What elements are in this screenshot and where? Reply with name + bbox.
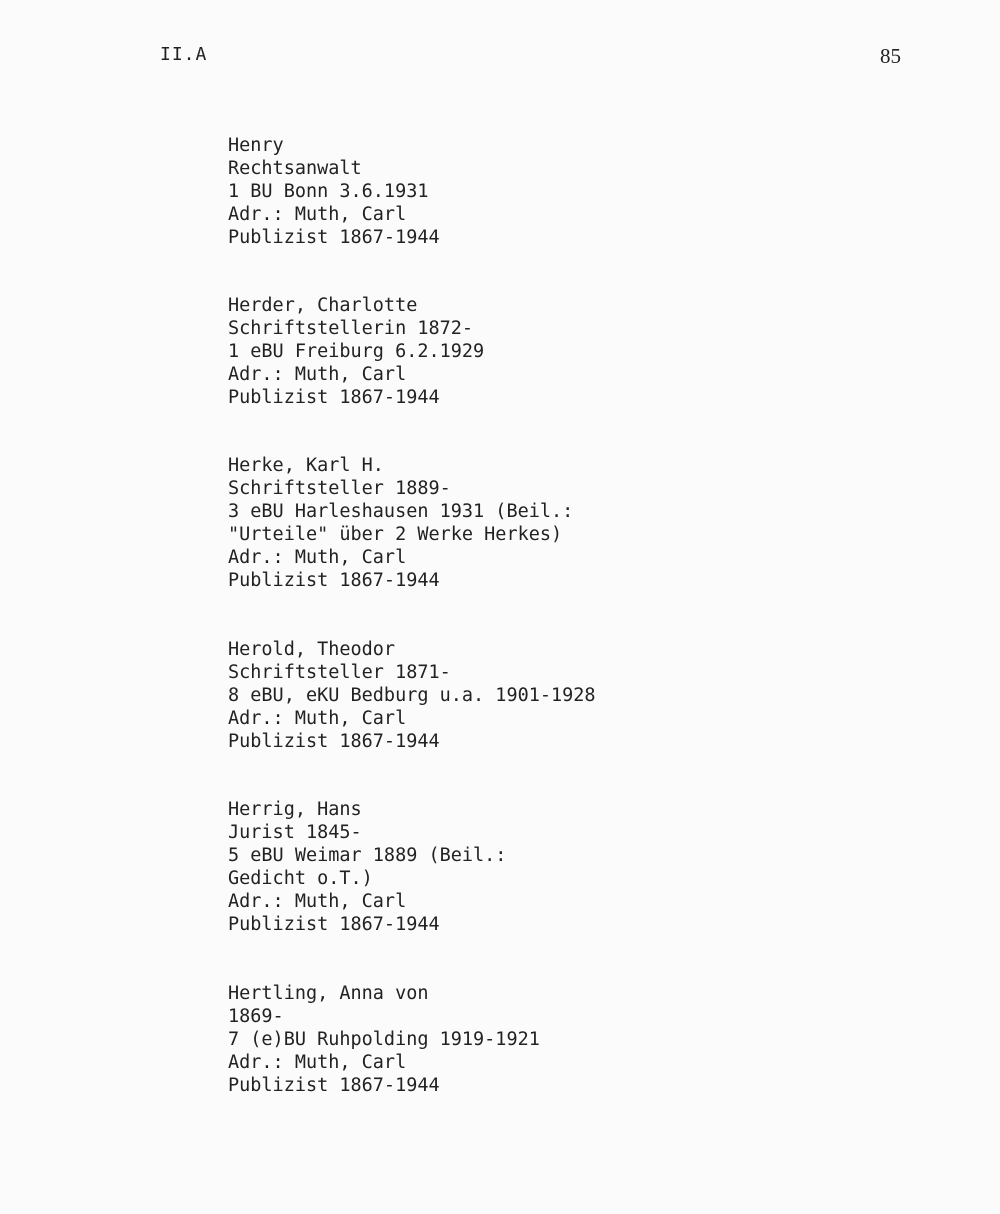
entry-name: Hertling, Anna von xyxy=(228,983,429,1004)
entry-line: Adr.: Muth, Carl xyxy=(228,891,407,912)
entry-line: Adr.: Muth, Carl xyxy=(228,547,407,568)
entry-name: Herold, Theodor xyxy=(228,639,396,660)
entry-line: 7 (e)BU Ruhpolding 1919-1921 xyxy=(228,1029,540,1050)
entry-line: 1869- xyxy=(228,1006,284,1027)
catalog-entry xyxy=(228,454,573,592)
entry-line: 1 BU Bonn 3.6.1931 xyxy=(228,181,429,202)
entry-line: Gedicht o.T.) xyxy=(228,868,373,889)
entry-line: 8 eBU, eKU Bedburg u.a. 1901-1928 xyxy=(228,685,596,706)
catalog-entry xyxy=(228,982,540,1097)
entry-line: Adr.: Muth, Carl xyxy=(228,708,407,729)
catalog-entry xyxy=(228,638,596,753)
entry-name: Herke, Karl H. xyxy=(228,455,384,476)
entry-line: Adr.: Muth, Carl xyxy=(228,364,407,385)
entry-line: Rechtsanwalt xyxy=(228,158,362,179)
entry-line: "Urteile" über 2 Werke Herkes) xyxy=(228,524,563,545)
entry-name: Herder, Charlotte xyxy=(228,295,418,316)
entry-name: Henry xyxy=(228,135,284,156)
page-number: 85 xyxy=(880,44,901,68)
entry-line: 1 eBU Freiburg 6.2.1929 xyxy=(228,341,485,362)
section-label: II.A xyxy=(160,44,208,65)
entry-line: Adr.: Muth, Carl xyxy=(228,1052,407,1073)
entry-line: 5 eBU Weimar 1889 (Beil.: xyxy=(228,845,507,866)
entry-line: Publizist 1867-1944 xyxy=(228,227,440,248)
catalog-entry xyxy=(228,294,484,409)
entry-line: Publizist 1867-1944 xyxy=(228,387,440,408)
entry-line: Publizist 1867-1944 xyxy=(228,914,440,935)
catalog-entry xyxy=(228,134,440,249)
entry-name: Herrig, Hans xyxy=(228,799,362,820)
entry-line: Publizist 1867-1944 xyxy=(228,570,440,591)
entry-line: 3 eBU Harleshausen 1931 (Beil.: xyxy=(228,501,574,522)
entry-line: Publizist 1867-1944 xyxy=(228,731,440,752)
entry-line: Jurist 1845- xyxy=(228,822,362,843)
entry-line: Adr.: Muth, Carl xyxy=(228,204,407,225)
entry-line: Schriftsteller 1889- xyxy=(228,478,451,499)
entry-line: Schriftsteller 1871- xyxy=(228,662,451,683)
entry-line: Publizist 1867-1944 xyxy=(228,1075,440,1096)
entry-line: Schriftstellerin 1872- xyxy=(228,318,474,339)
catalog-entry xyxy=(228,798,506,936)
